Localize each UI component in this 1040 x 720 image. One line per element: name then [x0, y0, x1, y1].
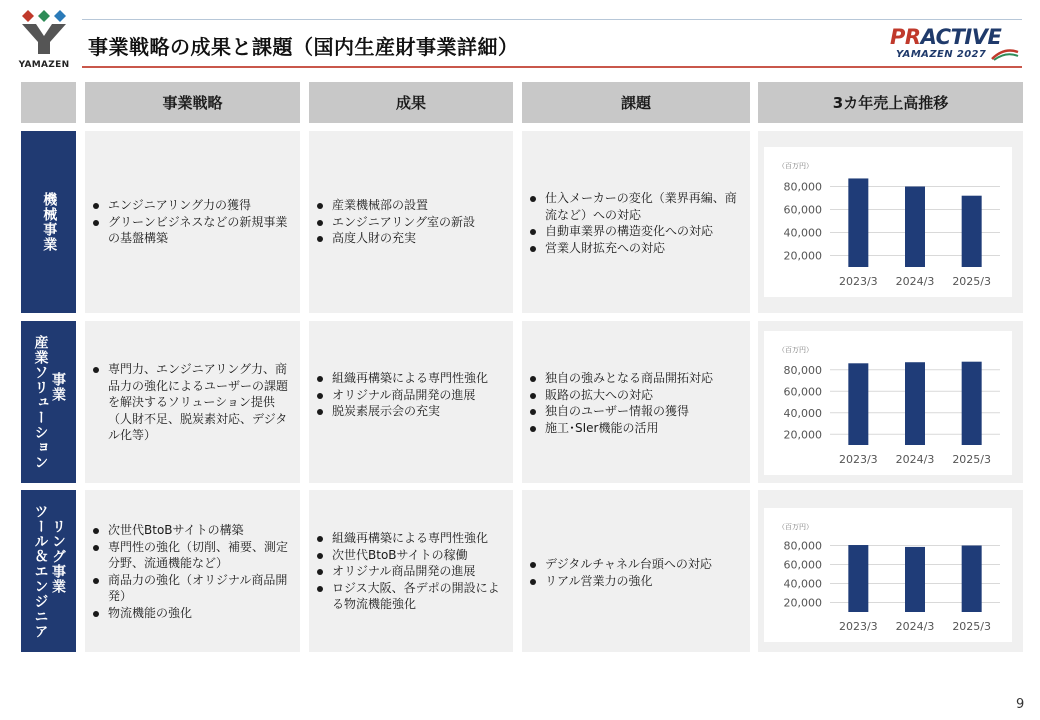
sales-chart-solutions	[764, 331, 1012, 475]
y-tick-label: 60,000	[783, 385, 822, 399]
y-tick-label: 20,000	[783, 428, 822, 442]
yamazen-logo-mark	[14, 10, 74, 60]
x-tick-label: 2025/3	[952, 620, 992, 633]
page-title: 事業戦略の成果と課題（国内生産財事業詳細）	[88, 35, 519, 59]
list-item: オリジナル商品開発の進展	[313, 563, 511, 580]
list-item: リアル営業力の強化	[526, 573, 748, 590]
x-tick-label: 2023/3	[838, 620, 878, 633]
list-item: エンジニアリング室の新設	[313, 214, 511, 231]
list-item: 次世代BtoBサイトの構築	[89, 522, 297, 539]
row-label-text-line2: 事業	[50, 372, 66, 402]
list-item: 次世代BtoBサイトの稼働	[313, 547, 511, 564]
sales-chart-tools	[764, 508, 1012, 642]
brand-pr: PR	[890, 25, 921, 49]
strategy-list	[89, 197, 297, 247]
brand-active: ACTIVE	[920, 25, 1002, 49]
list-item: 高度人財の充実	[313, 230, 511, 247]
list-item: 営業人財拡充への対応	[526, 240, 748, 257]
x-tick-label: 2024/3	[895, 275, 935, 288]
results-list	[313, 370, 511, 420]
issues-list	[526, 370, 748, 436]
cell-machinery-issues	[522, 131, 750, 313]
bar	[848, 363, 868, 445]
list-item: 組織再構築による専門性強化	[313, 370, 511, 387]
x-tick-label: 2023/3	[838, 453, 878, 466]
cell-machinery-strategy	[85, 131, 300, 313]
bar	[905, 187, 925, 268]
list-item: 専門力、エンジニアリング力、商品力の強化によるユーザーの課題を解決するソリューション提供（人財不足、脱炭素対応、デジタル化等）	[89, 361, 297, 444]
list-item: 物流機能の強化	[89, 605, 297, 622]
list-item: オリジナル商品開発の進展	[313, 387, 511, 404]
row-label-tools-engineering	[21, 490, 76, 652]
chart-unit-label: （百万円）	[778, 162, 813, 170]
list-item: エンジニアリング力の獲得	[89, 197, 297, 214]
row-label-text-line1: 産業ソリューション	[32, 334, 49, 470]
cell-tools-strategy	[85, 490, 300, 652]
cell-tools-chart	[758, 490, 1023, 652]
proactive-brand-logo	[884, 25, 1024, 65]
page-header	[0, 0, 1040, 80]
logo-wordmark: YAMAZEN	[18, 60, 70, 70]
brand-wordmark	[890, 25, 1001, 49]
column-header-results: 成果	[309, 82, 513, 123]
issues-list	[526, 190, 748, 256]
bar-chart	[764, 147, 1012, 297]
list-item: 独自の強みとなる商品開拓対応	[526, 370, 748, 387]
bar-chart	[764, 331, 1012, 475]
list-item: 独自のユーザー情報の獲得	[526, 403, 748, 420]
table-corner-cell	[21, 82, 76, 123]
row-label-text-line1: ツール＆エンジニア	[32, 503, 49, 639]
x-tick-label: 2025/3	[952, 275, 992, 288]
results-list	[313, 197, 511, 247]
sales-chart-machinery	[764, 147, 1012, 297]
chart-unit-label: （百万円）	[778, 346, 813, 354]
brand-swoosh-icon	[990, 49, 1020, 61]
issues-list	[526, 556, 748, 589]
bar	[962, 546, 982, 613]
list-item: 脱炭素展示会の充実	[313, 403, 511, 420]
x-tick-label: 2023/3	[838, 275, 878, 288]
list-item: デジタルチャネル台頭への対応	[526, 556, 748, 573]
y-tick-label: 40,000	[783, 406, 822, 420]
list-item: グリーンビジネスなどの新規事業の基盤構築	[89, 214, 297, 247]
results-list	[313, 530, 511, 613]
list-item: 施工･SIer機能の活用	[526, 420, 748, 437]
y-tick-label: 40,000	[783, 226, 822, 240]
y-tick-label: 60,000	[783, 558, 822, 572]
list-item: 販路の拡大への対応	[526, 387, 748, 404]
cell-solutions-issues	[522, 321, 750, 483]
bar	[848, 545, 868, 612]
list-item: 産業機械部の設置	[313, 197, 511, 214]
row-label-text: 機械事業	[41, 192, 58, 252]
y-tick-label: 80,000	[783, 539, 822, 553]
y-tick-label: 60,000	[783, 203, 822, 217]
bar	[905, 547, 925, 612]
x-tick-label: 2024/3	[895, 453, 935, 466]
list-item: 専門性の強化（切削、補要、測定分野、流通機能など）	[89, 539, 297, 572]
page-number: 9	[1016, 697, 1025, 712]
chart-unit-label: （百万円）	[778, 523, 813, 531]
title-underline	[82, 66, 1022, 68]
row-label-text-line2: リング事業	[50, 518, 66, 594]
cell-machinery-chart	[758, 131, 1023, 313]
cell-tools-results	[309, 490, 513, 652]
bar-chart	[764, 508, 1012, 642]
row-label-industrial-solutions	[21, 321, 76, 483]
list-item: 仕入メーカーの変化（業界再編、商流など）への対応	[526, 190, 748, 223]
y-tick-label: 20,000	[783, 596, 822, 610]
brand-tagline: YAMAZEN 2027	[896, 49, 987, 60]
x-tick-label: 2025/3	[952, 453, 992, 466]
list-item: 商品力の強化（オリジナル商品開発）	[89, 572, 297, 605]
x-tick-label: 2024/3	[895, 620, 935, 633]
cell-solutions-chart	[758, 321, 1023, 483]
row-label-machinery	[21, 131, 76, 313]
cell-tools-issues	[522, 490, 750, 652]
bar	[962, 362, 982, 445]
yamazen-logo	[14, 10, 74, 74]
column-header-issues: 課題	[522, 82, 750, 123]
column-header-sales-trend: 3カ年売上高推移	[758, 82, 1023, 123]
cell-machinery-results	[309, 131, 513, 313]
cell-solutions-strategy	[85, 321, 300, 483]
strategy-list	[89, 361, 297, 444]
bar	[905, 362, 925, 445]
list-item: 組織再構築による専門性強化	[313, 530, 511, 547]
list-item: 自動車業界の構造変化への対応	[526, 223, 748, 240]
bar	[848, 178, 868, 267]
y-tick-label: 80,000	[783, 363, 822, 377]
strategy-list	[89, 522, 297, 621]
list-item: ロジス大阪、各デポの開設による物流機能強化	[313, 580, 511, 613]
y-tick-label: 80,000	[783, 180, 822, 194]
cell-solutions-results	[309, 321, 513, 483]
y-tick-label: 20,000	[783, 249, 822, 263]
header-top-rule	[82, 19, 1022, 20]
column-header-strategy: 事業戦略	[85, 82, 300, 123]
bar	[962, 196, 982, 267]
y-tick-label: 40,000	[783, 577, 822, 591]
